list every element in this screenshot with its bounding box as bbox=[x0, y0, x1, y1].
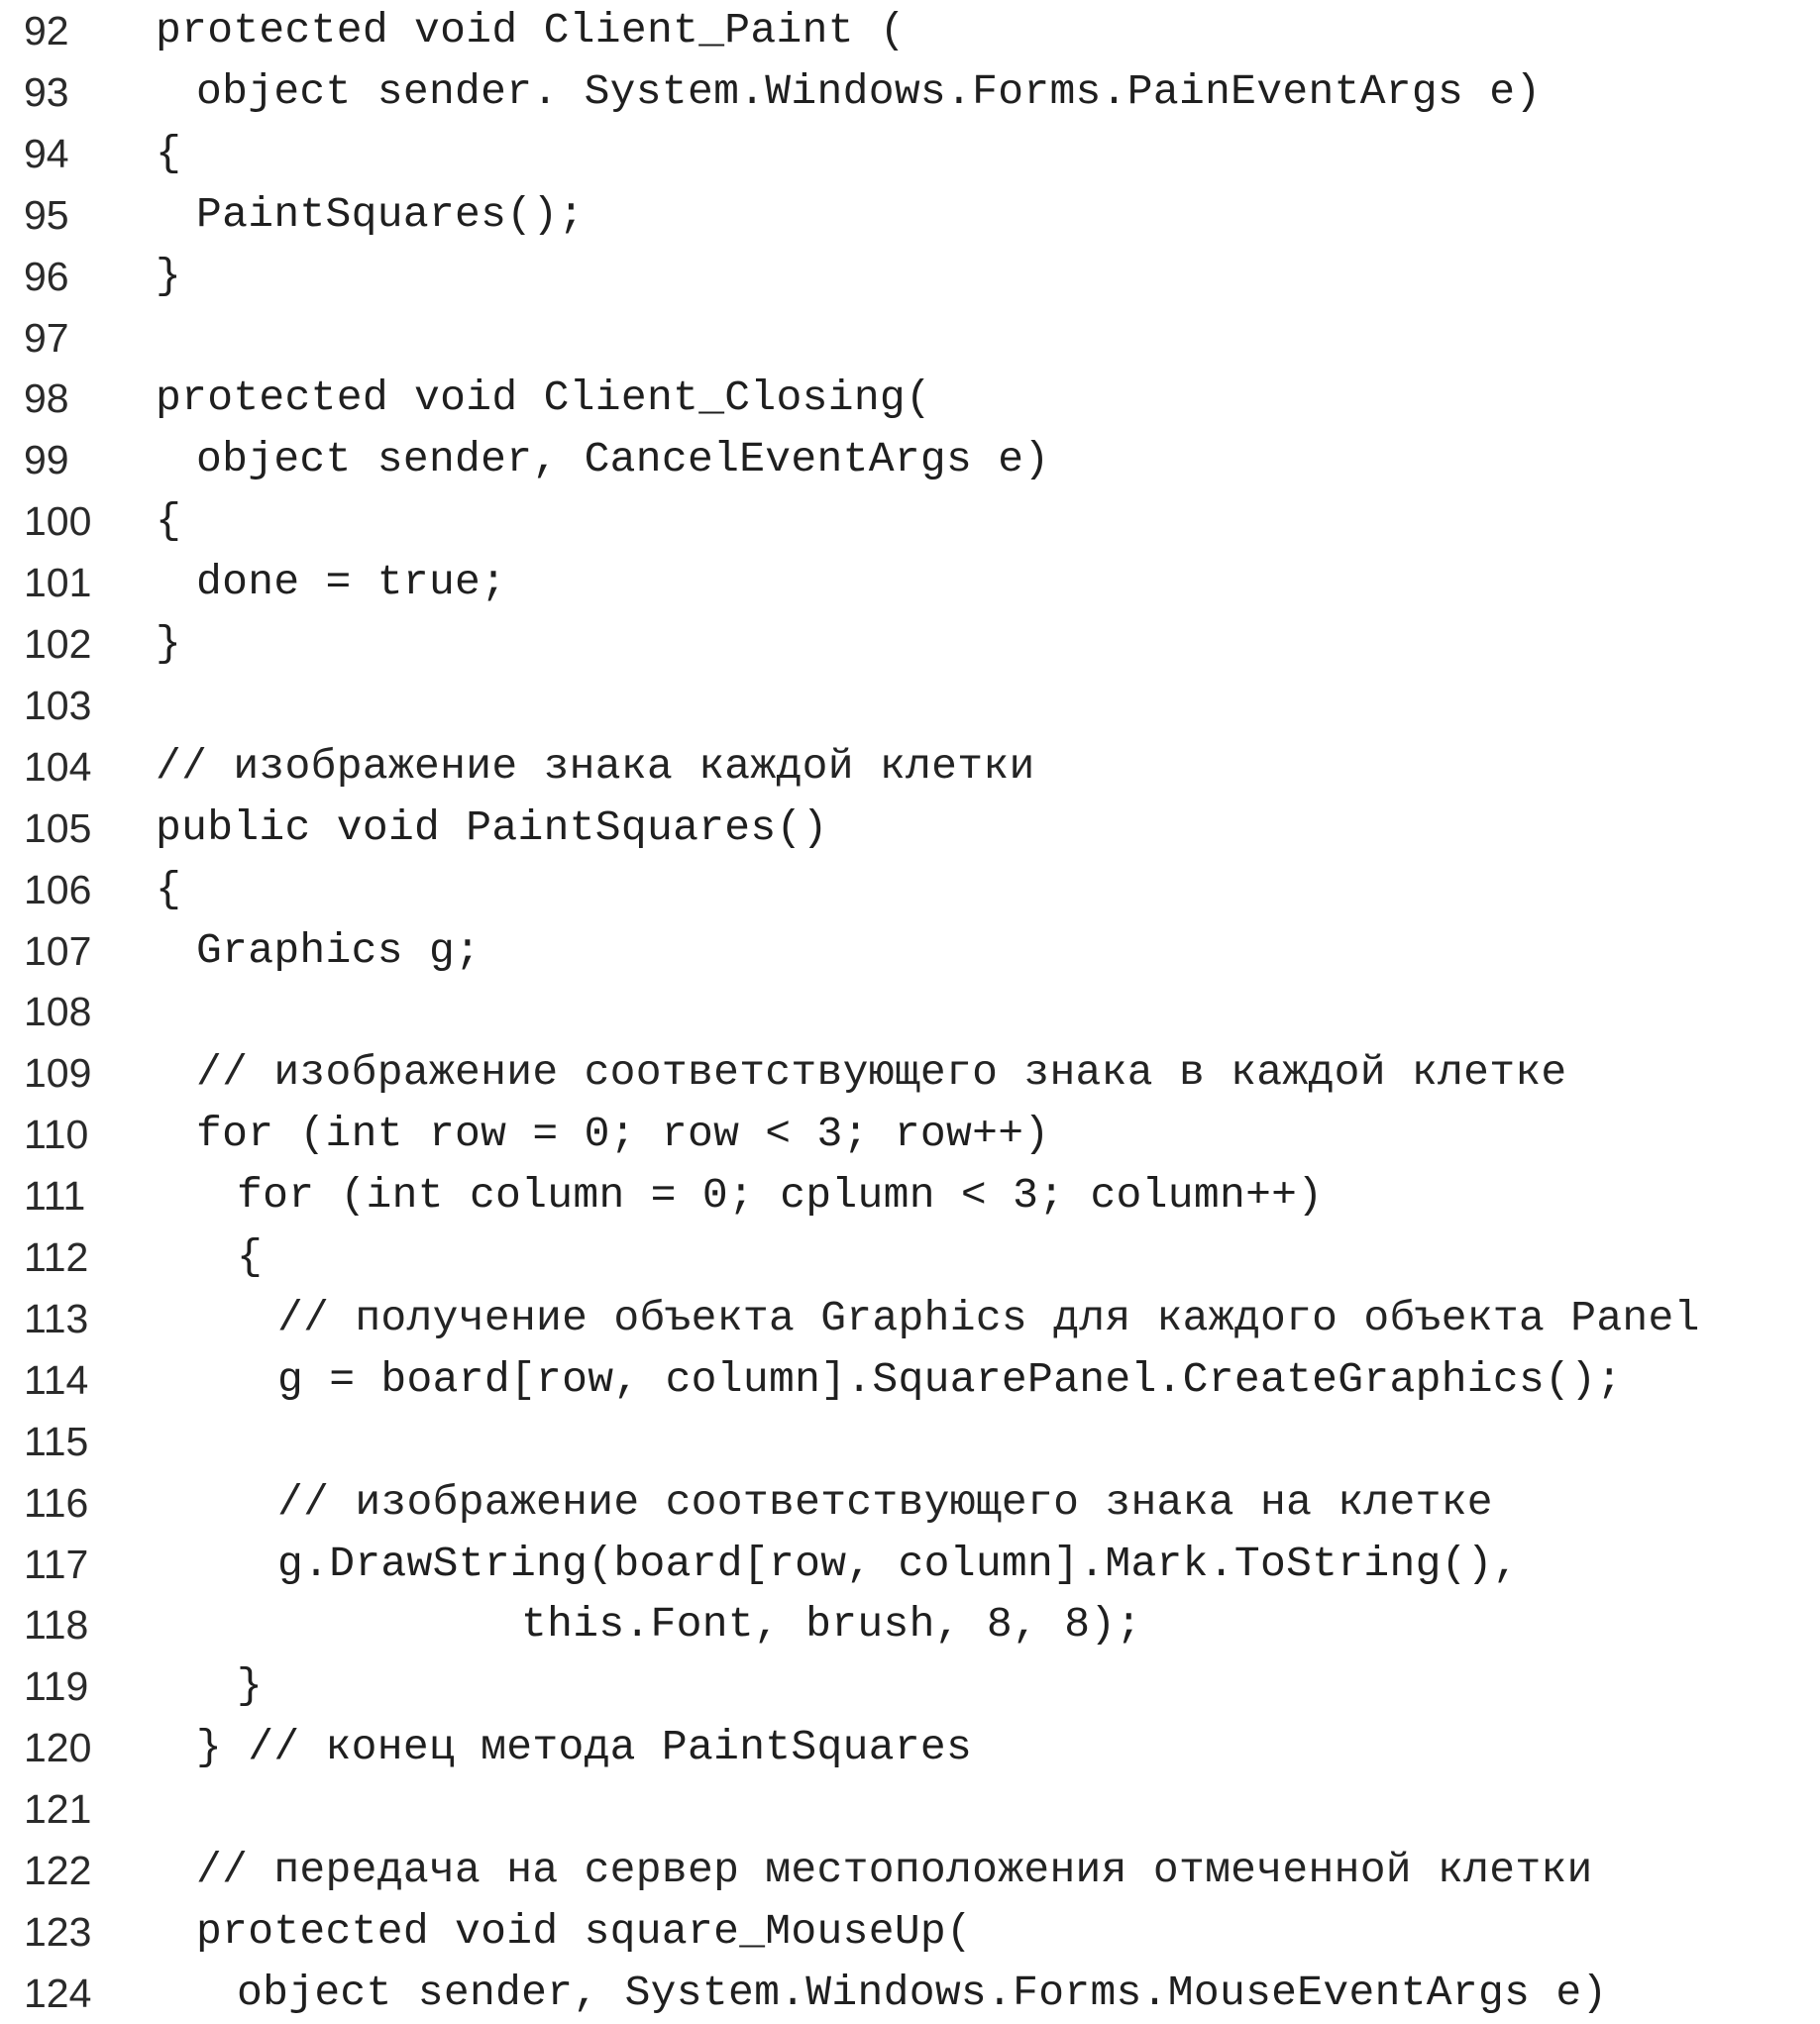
line-number: 105 bbox=[24, 804, 92, 851]
code-line bbox=[0, 1594, 1820, 1655]
code-text: for (int row = 0; row < 3; row++) bbox=[196, 1110, 1050, 1159]
code-text: protected void square_MouseUp( bbox=[196, 1906, 973, 1956]
line-number: 104 bbox=[24, 743, 92, 790]
code-text: { bbox=[156, 128, 182, 177]
code-line bbox=[0, 1963, 1820, 2024]
line-number: 124 bbox=[24, 1970, 92, 2016]
code-text: g.DrawString(board[row, column].Mark.ToString(), bbox=[277, 1539, 1520, 1588]
code-line bbox=[0, 981, 1820, 1042]
code-line bbox=[0, 490, 1820, 552]
code-line bbox=[0, 246, 1820, 307]
line-number: 117 bbox=[24, 1541, 89, 1587]
code-text: // изображение знака каждой клетки bbox=[156, 741, 1035, 791]
code-text: object sender, CancelEventArgs e) bbox=[196, 435, 1050, 484]
line-number: 92 bbox=[24, 8, 69, 53]
code-line bbox=[0, 1472, 1820, 1534]
code-text: // передача на сервер местоположения отмеченной клетки bbox=[196, 1846, 1593, 1894]
code-line bbox=[0, 307, 1820, 369]
code-line bbox=[0, 1411, 1820, 1472]
line-number: 111 bbox=[24, 1173, 86, 1220]
code-line bbox=[0, 736, 1820, 798]
code-text: } // конец метода PaintSquares bbox=[196, 1723, 973, 1772]
line-number: 106 bbox=[24, 866, 92, 912]
line-number: 118 bbox=[24, 1602, 89, 1649]
line-number: 113 bbox=[24, 1295, 89, 1341]
line-number: 101 bbox=[24, 560, 92, 606]
code-line bbox=[0, 920, 1820, 982]
code-line bbox=[0, 552, 1820, 613]
line-number: 116 bbox=[24, 1479, 89, 1526]
code-text: object sender, System.Windows.Forms.MouseEventArgs e) bbox=[237, 1968, 1608, 2017]
line-number: 110 bbox=[24, 1112, 89, 1158]
code-text: } bbox=[237, 1661, 264, 1711]
line-number: 95 bbox=[24, 191, 69, 238]
line-number: 94 bbox=[24, 130, 69, 176]
code-text: PaintSquares(); bbox=[196, 189, 585, 239]
code-text: { bbox=[156, 864, 182, 913]
code-text: // изображение соответствующего знака на клетке bbox=[277, 1477, 1493, 1527]
code-line bbox=[0, 1717, 1820, 1778]
line-number: 98 bbox=[24, 375, 69, 422]
line-number: 102 bbox=[24, 621, 92, 667]
line-number: 99 bbox=[24, 437, 69, 483]
code-text: // изображение соответствующего знака в каждой клетке bbox=[196, 1048, 1567, 1098]
code-text: public void PaintSquares() bbox=[156, 802, 828, 852]
line-number: 97 bbox=[24, 314, 69, 361]
line-number: 123 bbox=[24, 1908, 92, 1955]
line-number: 114 bbox=[24, 1356, 89, 1403]
code-line bbox=[0, 1226, 1820, 1288]
line-number: 109 bbox=[24, 1050, 92, 1097]
code-line bbox=[0, 1104, 1820, 1165]
code-line bbox=[0, 1349, 1820, 1411]
code-text: object sender. System.Windows.Forms.PainEventArgs e) bbox=[196, 66, 1542, 116]
line-number: 96 bbox=[24, 253, 69, 299]
code-line bbox=[0, 1165, 1820, 1226]
code-line bbox=[0, 184, 1820, 246]
code-line bbox=[0, 429, 1820, 490]
code-text: protected void Client_Paint ( bbox=[156, 6, 907, 54]
code-line bbox=[0, 1778, 1820, 1840]
code-line bbox=[0, 123, 1820, 184]
code-line bbox=[0, 859, 1820, 920]
line-number: 122 bbox=[24, 1848, 92, 1893]
line-number: 100 bbox=[24, 498, 92, 545]
code-text: this.Font, brush, 8, 8); bbox=[521, 1600, 1142, 1650]
code-text: done = true; bbox=[196, 558, 507, 607]
code-text: { bbox=[156, 496, 182, 546]
code-line bbox=[0, 0, 1820, 61]
code-line bbox=[0, 61, 1820, 123]
line-number: 112 bbox=[24, 1234, 89, 1280]
code-line bbox=[0, 1840, 1820, 1901]
line-number: 120 bbox=[24, 1725, 92, 1771]
code-line bbox=[0, 1901, 1820, 1963]
code-text: protected void Client_Closing( bbox=[156, 373, 932, 423]
line-number: 119 bbox=[24, 1663, 89, 1710]
code-line bbox=[0, 1288, 1820, 1349]
code-line bbox=[0, 675, 1820, 736]
code-text: Graphics g; bbox=[196, 925, 482, 975]
code-line bbox=[0, 798, 1820, 859]
code-text: } bbox=[156, 251, 182, 300]
line-number: 93 bbox=[24, 68, 69, 115]
code-text: for (int column = 0; cplumn < 3; column++) bbox=[237, 1171, 1324, 1221]
line-number: 121 bbox=[24, 1786, 92, 1833]
code-line bbox=[0, 1655, 1820, 1717]
line-number: 107 bbox=[24, 927, 92, 974]
code-line bbox=[0, 1534, 1820, 1595]
code-text: { bbox=[237, 1232, 264, 1281]
code-line bbox=[0, 1042, 1820, 1104]
code-line bbox=[0, 368, 1820, 429]
code-text: g = board[row, column].SquarePanel.CreateGraphics(); bbox=[277, 1354, 1623, 1404]
code-text: } bbox=[156, 619, 182, 668]
code-text: // получение объекта Graphics для каждого объекта Panel bbox=[277, 1293, 1700, 1342]
code-line bbox=[0, 613, 1820, 675]
line-number: 108 bbox=[24, 989, 92, 1035]
line-number: 103 bbox=[24, 682, 92, 728]
line-number: 115 bbox=[24, 1418, 89, 1464]
